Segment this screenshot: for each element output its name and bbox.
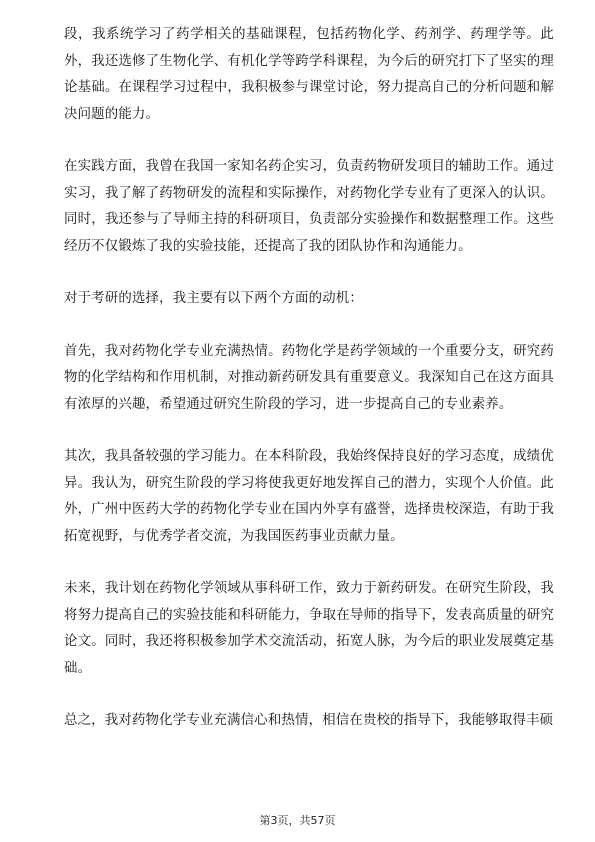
paragraph-motivation-first: 首先，我对药物化学专业充满热情。药物化学是药学领域的一个重要分支，研究药物的化学结构和作用机制，对推动新药研发具有重要意义。我深知自己在这方面具有浓厚的兴趣，希望通过研究生阶段的学习，进一步提高自己的专业素养。 xyxy=(64,343,554,412)
page-number: 第3页，共57页 xyxy=(259,814,336,827)
document-body xyxy=(64,22,554,761)
paragraph-motivation-intro: 对于考研的选择，我主要有以下两个方面的动机： xyxy=(64,291,363,306)
paragraph-motivation-second: 其次，我具备较强的学习能力。在本科阶段，我始终保持良好的学习态度，成绩优异。我认为，研究生阶段的学习将使我更好地发挥自己的潜力，实现个人价值。此外，广州中医药大学的药物化学专业在国内外享有盛誉，选择贵校深造，有助于我拓宽视野，与优秀学者交流，为我国医药事业贡献力量。 xyxy=(64,449,554,544)
paragraph-future-plan: 未来，我计划在药物化学领域从事科研工作，致力于新药研发。在研究生阶段，我将努力提高自己的实验技能和科研能力，争取在导师的指导下，发表高质量的研究论文。同时，我还将积极参加学术交流活动，拓宽人脉，为今后的职业发展奠定基础。 xyxy=(64,581,554,676)
paragraph-coursework: 段，我系统学习了药学相关的基础课程，包括药物化学、药剂学、药理学等。此外，我还选修了生物化学、有机化学等跨学科课程，为今后的研究打下了坚实的理论基础。在课程学习过程中，我积极参与课堂讨论，努力提高自己的分析问题和解决问题的能力。 xyxy=(64,27,554,122)
paragraph-practice: 在实践方面，我曾在我国一家知名药企实习，负责药物研发项目的辅助工作。通过实习，我了解了药物研发的流程和实际操作，对药物化学专业有了更深入的认识。同时，我还参与了导师主持的科研项目，负责部分实验操作和数据整理工作。这些经历不仅锻炼了我的实验技能，还提高了我的团队协作和沟通能力。 xyxy=(64,159,554,254)
paragraph-conclusion: 总之，我对药物化学专业充满信心和热情，相信在贵校的指导下，我能够取得丰硕 xyxy=(64,713,554,728)
